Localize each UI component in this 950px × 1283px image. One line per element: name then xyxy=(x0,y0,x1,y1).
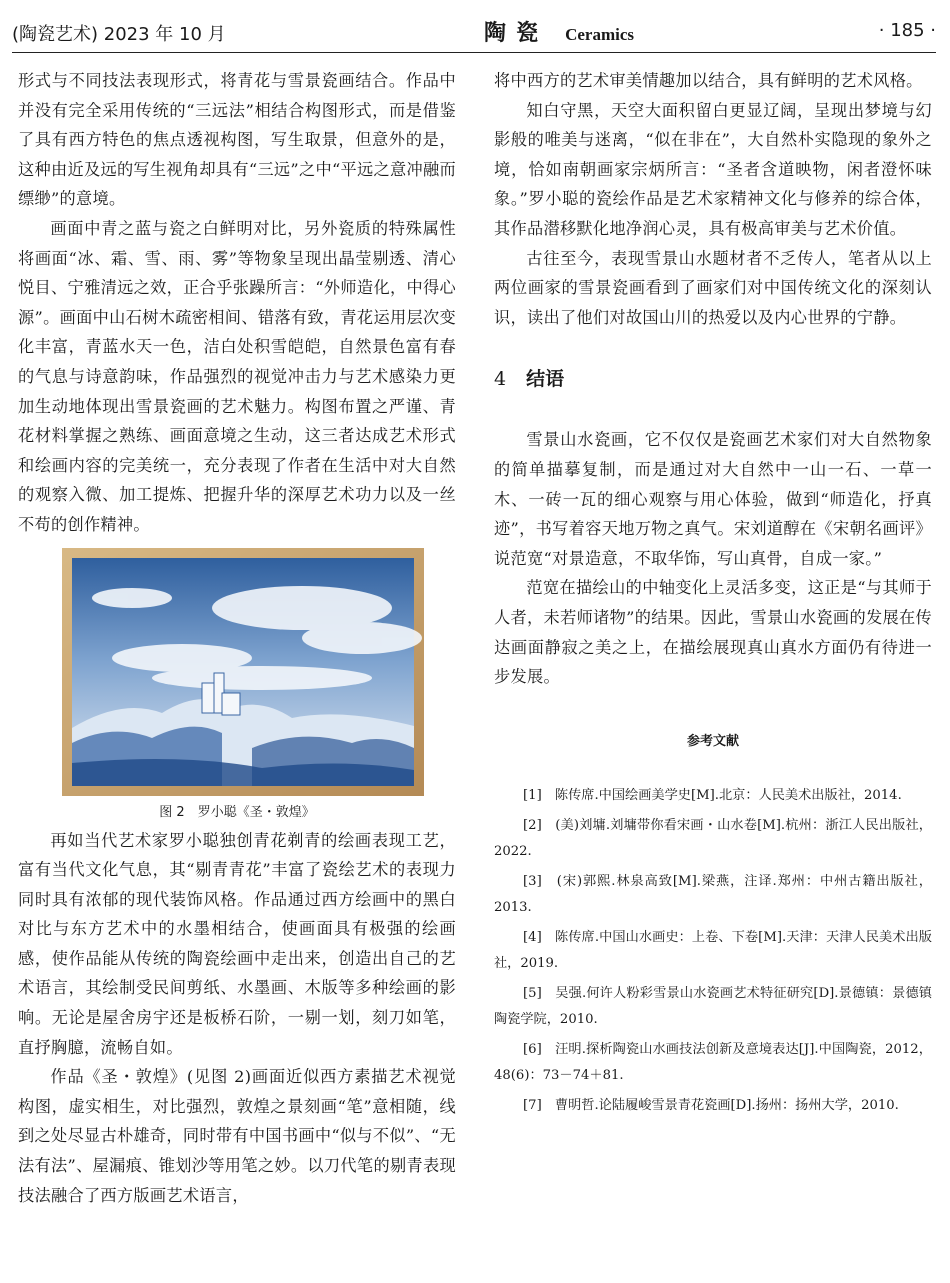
reference-item: [2] (美)刘墉.刘墉带你看宋画・山水卷[M].杭州：浙江人民出版社，2022. xyxy=(494,818,932,859)
paragraph: 雪景山水瓷画，它不仅仅是瓷画艺术家们对大自然物象的简单描摹复制，而是通过对大自然中一山一石、一草一木、一砖一瓦的细心观察与用心体验，做到“师造化，抒真迹”，书写着容天地万物之真气。宋刘道醇在《宋朝名画评》说范宽“对景造意，不取华饰，写山真骨，自成一家。” xyxy=(494,430,932,568)
right-column xyxy=(494,66,932,1124)
paragraph: 古往至今，表现雪景山水题材者不乏传人，笔者从以上两位画家的雪景瓷画看到了画家们对中国传统文化的深刻认识，读出了他们对故国山川的热爱以及内心世界的宁静。 xyxy=(494,248,932,327)
section-title: 结语 xyxy=(526,368,565,391)
paragraph: 形式与不同技法表现形式，将青花与雪景瓷画结合。作品中并没有完全采用传统的“三远法”相结合构图形式，而是借鉴了具有西方特色的焦点透视构图，写生取景，但意外的是，这种由近及远的写生视角却具有“三远”之中“平远之意冲融而缥缈”的意境。 xyxy=(18,71,456,209)
section-heading xyxy=(494,364,932,391)
journal-title xyxy=(484,16,634,47)
reference-item: [3] (宋)郭熙.林泉高致[M].梁燕，注译.郑州：中州古籍出版社，2013. xyxy=(494,874,932,915)
figure-2 xyxy=(18,548,456,824)
figure-caption: 图 2 罗小聪《圣・敦煌》 xyxy=(159,804,315,820)
page-header xyxy=(12,14,936,53)
reference-item: [5] 吴强.何许人粉彩雪景山水瓷画艺术特征研究[D].景德镇：景德镇陶瓷学院，2010. xyxy=(494,986,932,1027)
section-number: 4 xyxy=(494,368,507,391)
paragraph: 画面中青之蓝与瓷之白鲜明对比，另外瓷质的特殊属性将画面“冰、霜、雪、雨、雾”等物象呈现出晶莹剔透、清心悦目、宁雅清远之效，正合乎张躁所言：“外师造化，中得心源”。画面中山石树木疏密相间、错落有致，青花运用层次变化丰富，青蓝水天一色，洁白处积雪皑皑，自然景色富有春的气息与诗意韵味，作品强烈的视觉冲击力与艺术感染力更加生动地体现出雪景瓷画的艺术魅力。构图布置之严谨、青花材料掌握之熟练、画面意境之生动，这三者达成艺术形式和绘画内容的完美统一，充分表现了作者在生活中对大自然的观察入微、加工提炼、把握升华的深厚艺术功力以及一丝不苟的创作精神。 xyxy=(18,218,456,534)
references-list xyxy=(494,783,932,1119)
paragraph: 作品《圣・敦煌》(见图 2)画面近似西方素描艺术视觉构图，虚实相生，对比强烈，敦煌之景刻画“笔”意相随，线到之处尽显古朴雄奇，同时带有中国书画中“似与不似”、“无法有法”、屋漏痕、锥划沙等用笔之妙。以刀代笔的剔青表现技法融合了西方版画艺术语言， xyxy=(18,1067,456,1205)
journal-title-cn: 陶瓷 xyxy=(484,20,549,46)
porcelain-painting-image xyxy=(62,548,424,796)
reference-item: [6] 汪明.探析陶瓷山水画技法创新及意境表达[J].中国陶瓷，2012，48(6)：73－74＋81. xyxy=(494,1042,932,1083)
reference-item: [4] 陈传席.中国山水画史：上卷、下卷[M].天津：天津人民美术出版社，2019. xyxy=(494,930,932,971)
reference-item: [7] 曹明哲.论陆履峻雪景青花瓷画[D].扬州：扬州大学，2010. xyxy=(523,1098,899,1114)
page-number: · 185 · xyxy=(878,20,936,41)
paragraph: 将中西方的艺术审美情趣加以结合，具有鲜明的艺术风格。 xyxy=(494,71,923,90)
reference-item: [1] 陈传席.中国绘画美学史[M].北京：人民美术出版社，2014. xyxy=(523,787,902,803)
paragraph: 再如当代艺术家罗小聪独创青花剃青的绘画表现工艺，富有当代文化气息，其“剔青青花”丰富了瓷绘艺术的表现力同时具有浓郁的现代装饰风格。作品通过西方绘画中的黑白对比与东方艺术中的水墨相结合，使画面具有极强的绘画感，使作品能从传统的陶瓷绘画中走出来，创造出自己的艺术语言，其绘制受民间剪纸、水墨画、木版等多种绘画的影响。无论是屋舍房宇还是板桥石阶，一剔一划，刻刀如笔，直抒胸臆，流畅自如。 xyxy=(18,830,456,1057)
paragraph: 知白守黑，天空大面积留白更显辽阔，呈现出梦境与幻影般的唯美与迷离，“似在非在”，大自然朴实隐现的象外之境，恰如南朝画家宗炳所言：“圣者含道映物，闲者澄怀味象。”罗小聪的瓷绘作品是艺术家精神文化与修养的综合体，其作品潜移默化地净润心灵，具有极高审美与艺术价值。 xyxy=(494,100,932,238)
journal-issue: (陶瓷艺术) 2023 年 10 月 xyxy=(12,24,226,45)
paragraph: 范宽在描绘山的中轴变化上灵活多变，这正是“与其师于人者，未若师诸物”的结果。因此，雪景山水瓷画的发展在传达画面静寂之美之上，在描绘展现真山真水方面仍有待进一步发展。 xyxy=(494,578,932,687)
journal-title-en: Ceramics xyxy=(565,25,635,44)
left-column xyxy=(18,66,456,1210)
references-title: 参考文献 xyxy=(686,733,739,749)
